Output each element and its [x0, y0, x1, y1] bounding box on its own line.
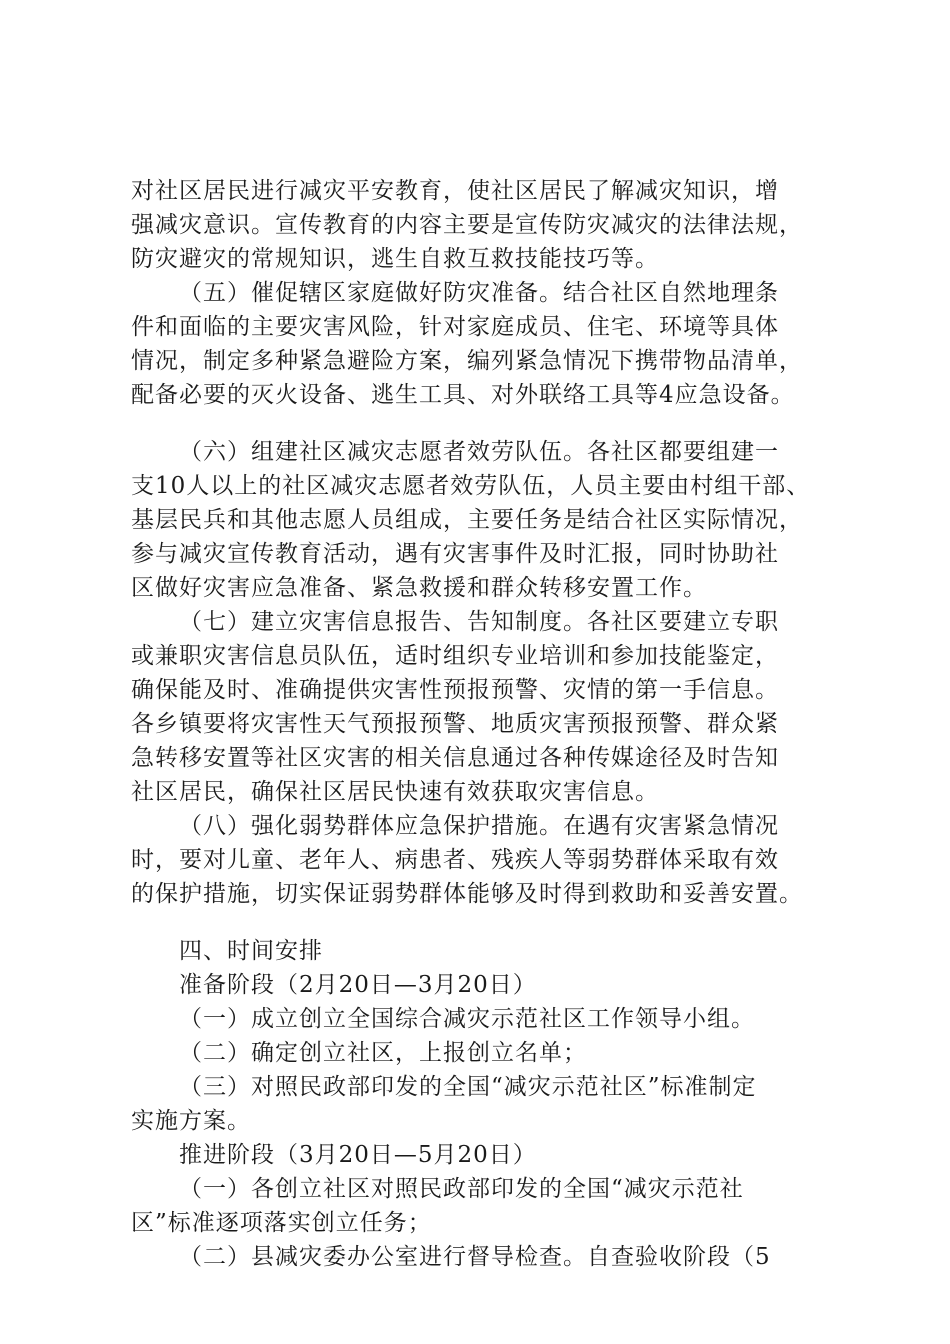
- paragraph-line: 时，要对儿童、老年人、病患者、残疾人等弱势群体采取有效: [131, 847, 779, 873]
- paragraph-line: （八）强化弱势群体应急保护措施。在遇有灾害紧急情况: [179, 813, 779, 839]
- paragraph-line: 件和面临的主要灾害风险，针对家庭成员、住宅、环境等具体: [131, 314, 779, 340]
- paragraph-line: （二）确定创立社区，上报创立名单；: [179, 1040, 587, 1066]
- paragraph-line: 准备阶段（2月20日—3月20日）: [179, 972, 537, 998]
- paragraph-line: （五）催促辖区家庭做好防灾准备。结合社区自然地理条: [179, 280, 779, 306]
- paragraph-line: 基层民兵和其他志愿人员组成，主要任务是结合社区实际情况，: [131, 507, 803, 533]
- paragraph-line: （七）建立灾害信息报告、告知制度。各社区要建立专职: [179, 609, 779, 635]
- paragraph-line: 支10人以上的社区减灾志愿者效劳队伍，人员主要由村组干部、: [131, 473, 811, 499]
- paragraph-line: 确保能及时、准确提供灾害性预报预警、灾情的第一手信息。: [131, 677, 779, 703]
- paragraph-line: 社区居民，确保社区居民快速有效获取灾害信息。: [131, 779, 659, 805]
- paragraph-line: 对社区居民进行减灾平安教育，使社区居民了解减灾知识，增: [131, 178, 779, 204]
- paragraph-line: 情况，制定多种紧急避险方案，编列紧急情况下携带物品清单，: [131, 348, 803, 374]
- paragraph-line: 强减灾意识。宣传教育的内容主要是宣传防灾减灾的法律法规，: [131, 212, 803, 238]
- paragraph-line: 区做好灾害应急准备、紧急救援和群众转移安置工作。: [131, 575, 707, 601]
- paragraph-line: 的保护措施，切实保证弱势群体能够及时得到救助和妥善安置。: [131, 881, 803, 907]
- paragraph-line: 防灾避灾的常规知识，逃生自救互救技能技巧等。: [131, 246, 659, 272]
- section-heading: 四、时间安排: [179, 938, 323, 964]
- paragraph-line: 推进阶段（3月20日—5月20日）: [179, 1142, 537, 1168]
- paragraph-line: （一）各创立社区对照民政部印发的全国“减灾示范社: [179, 1176, 744, 1202]
- paragraph-line: （六）组建社区减灾志愿者效劳队伍。各社区都要组建一: [179, 439, 779, 465]
- paragraph-line: 急转移安置等社区灾害的相关信息通过各种传媒途径及时告知: [131, 745, 779, 771]
- paragraph-line: 或兼职灾害信息员队伍，适时组织专业培训和参加技能鉴定，: [131, 643, 779, 669]
- paragraph-line: （二）县减灾委办公室进行督导检查。自查验收阶段（5: [179, 1244, 771, 1270]
- paragraph-line: （三）对照民政部印发的全国“减灾示范社区”标准制定: [179, 1074, 757, 1100]
- paragraph-line: 各乡镇要将灾害性天气预报预警、地质灾害预报预警、群众紧: [131, 711, 779, 737]
- paragraph-line: （一）成立创立全国综合减灾示范社区工作领导小组。: [179, 1006, 755, 1032]
- paragraph-line: 区”标准逐项落实创立任务；: [131, 1210, 432, 1236]
- paragraph-line: 实施方案。: [131, 1108, 251, 1134]
- paragraph-line: 参与减灾宣传教育活动，遇有灾害事件及时汇报，同时协助社: [131, 541, 779, 567]
- paragraph-line: 配备必要的灭火设备、逃生工具、对外联络工具等4应急设备。: [131, 382, 795, 408]
